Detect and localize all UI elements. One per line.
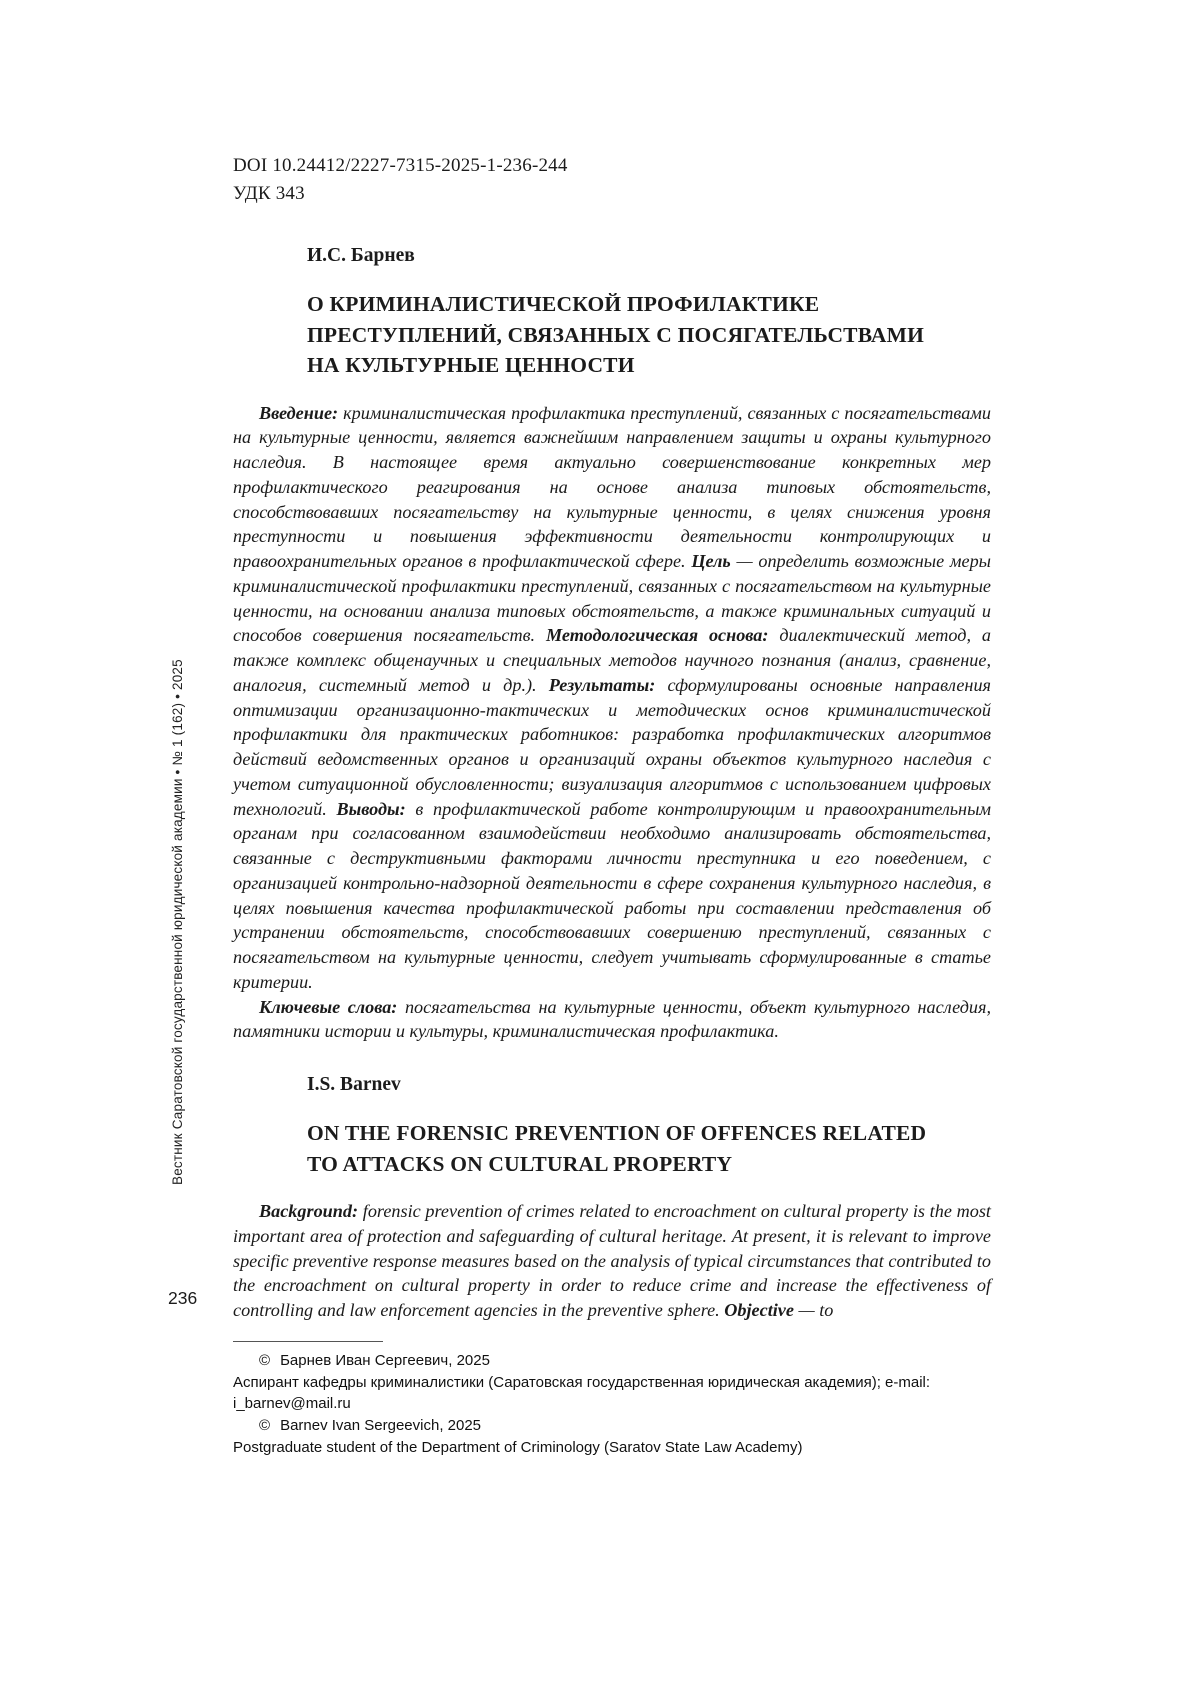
title-en-line-1: ON THE FORENSIC PREVENTION OF OFFENCES RELATED xyxy=(307,1121,927,1146)
doi: DOI 10.24412/2227-7315-2025-1-236-244 xyxy=(233,155,568,176)
title-en-line-2: TO ATTACKS ON CULTURAL PROPERTY xyxy=(307,1151,733,1176)
abstract-ru-results-text: сформулированы основные направления оптимизации организационно-тактических и методических основ криминалистической профилактики для практических работников: разработка профилактических алгоритмов действий ведомственных органов и организаций охраны объектов культурного наследия с учетом ситуационной обусловленности; визуализация алгоритмов с использованием цифровых технологий. xyxy=(233,674,991,819)
copyright-icon: © xyxy=(259,1351,271,1369)
footnote-ru-affiliation: Аспирант кафедры криминалистики (Саратовская государственная юридическая академия); e-mail: i_barnev@mail.ru xyxy=(233,1373,931,1413)
journal-sidebar-vertical-text: Вестник Саратовской государственной юридической академии • № 1 (162) • 2025 xyxy=(170,659,185,1185)
abstract-ru xyxy=(233,401,991,995)
article-content xyxy=(233,152,991,1459)
keywords-ru xyxy=(233,995,991,1045)
abstract-ru-method-label: Методологическая основа: xyxy=(545,625,769,646)
keywords-ru-text: посягательства на культурные ценности, объект культурного наследия, памятники истории и культуры, криминалистическая профилактика. xyxy=(233,996,991,1042)
abstract-en-background-label: Background: xyxy=(259,1201,359,1222)
title-ru-line-2: ПРЕСТУПЛЕНИЙ, СВЯЗАННЫХ С ПОСЯГАТЕЛЬСТВАМИ xyxy=(307,322,925,347)
footnote-copyright-en xyxy=(233,1415,991,1437)
title-ru-line-1: О КРИМИНАЛИСТИЧЕСКОЙ ПРОФИЛАКТИКЕ xyxy=(307,292,820,317)
author-ru: И.С. Барнев xyxy=(307,245,415,267)
footnote-en-affiliation: Postgraduate student of the Department of Criminology (Saratov State Law Academy) xyxy=(233,1438,803,1456)
abstract-en-background-text: forensic prevention of crimes related to encroachment on cultural property is the most important area of protection and safeguarding of cultural heritage. At present, it is relevant to improve specific preventive response measures based on the analysis of typical circumstances that contributed to the encroachment on cultural property in order to reduce crime and increase the effectiveness of controlling and law enforcement agencies in the preventive sphere. xyxy=(233,1201,991,1321)
title-en xyxy=(307,1118,991,1179)
page-number: 236 xyxy=(168,1288,198,1308)
udk: УДК 343 xyxy=(233,182,305,204)
abstract-en-objective-label: Objective xyxy=(724,1300,794,1321)
abstract-ru-results-label: Результаты: xyxy=(548,674,656,695)
abstract-ru-method-text: диалектический метод, а также комплекс общенаучных и специальных методов научного познания (анализ, сравнение, аналогия, системный метод и др.). xyxy=(233,625,991,695)
author-en: I.S. Barnev xyxy=(307,1074,401,1096)
footnote-separator xyxy=(233,1341,383,1342)
abstract-ru-intro-text: криминалистическая профилактика преступлений, связанных с посягательствами на культурные ценности, является важнейшим направлением защиты и охраны культурного наследия. В настоящее время актуально совершенствование конкретных мер профилактического реагирования на основе анализа типовых обстоятельств, способствовавших посягательству на культурные ценности, в целях снижения уровня преступности и повышения эффективности деятельности контролирующих и правоохранительных органов в профилактической сфере. xyxy=(233,402,991,572)
keywords-ru-label: Ключевые слова: xyxy=(259,996,398,1017)
abstract-en-objective-text: — to xyxy=(793,1300,834,1321)
footnote-en-name: Barnev Ivan Sergeevich, 2025 xyxy=(280,1417,482,1435)
abstract-ru-conclusions-text: в профилактической работе контролирующим и правоохранительным органам при согласованном взаимодействии необходимо анализировать обстоятельства, связанные с деструктивными факторами личности преступника и его поведением, с организацией контрольно-надзорной деятельности в сфере сохранения культурного наследия, в целях повышения качества профилактической работы при составлении представления об устранении обстоятельств, способствовавших совершению преступлений, связанных с посягательством на культурные ценности, следует учитывать сформулированные в статье критерии. xyxy=(233,798,992,992)
copyright-icon: © xyxy=(259,1417,271,1435)
abstract-en xyxy=(233,1199,991,1323)
abstract-ru-goal-text: — определить возможные меры криминалистической профилактики преступлений, связанных с посягательством на культурные ценности, на основании анализа типовых обстоятельств, а также криминальных ситуаций и способов совершения посягательств. xyxy=(233,551,991,646)
abstract-ru-intro-label: Введение: xyxy=(259,402,339,423)
footnote xyxy=(233,1341,991,1459)
footnote-copyright-ru xyxy=(233,1350,991,1372)
title-ru-line-3: НА КУЛЬТУРНЫЕ ЦЕННОСТИ xyxy=(307,353,635,378)
abstract-ru-conclusions-label: Выводы: xyxy=(336,798,406,819)
abstract-ru-goal-label: Цель xyxy=(691,551,731,572)
footnote-ru-name: Барнев Иван Сергеевич, 2025 xyxy=(280,1351,490,1369)
title-ru xyxy=(307,289,991,381)
